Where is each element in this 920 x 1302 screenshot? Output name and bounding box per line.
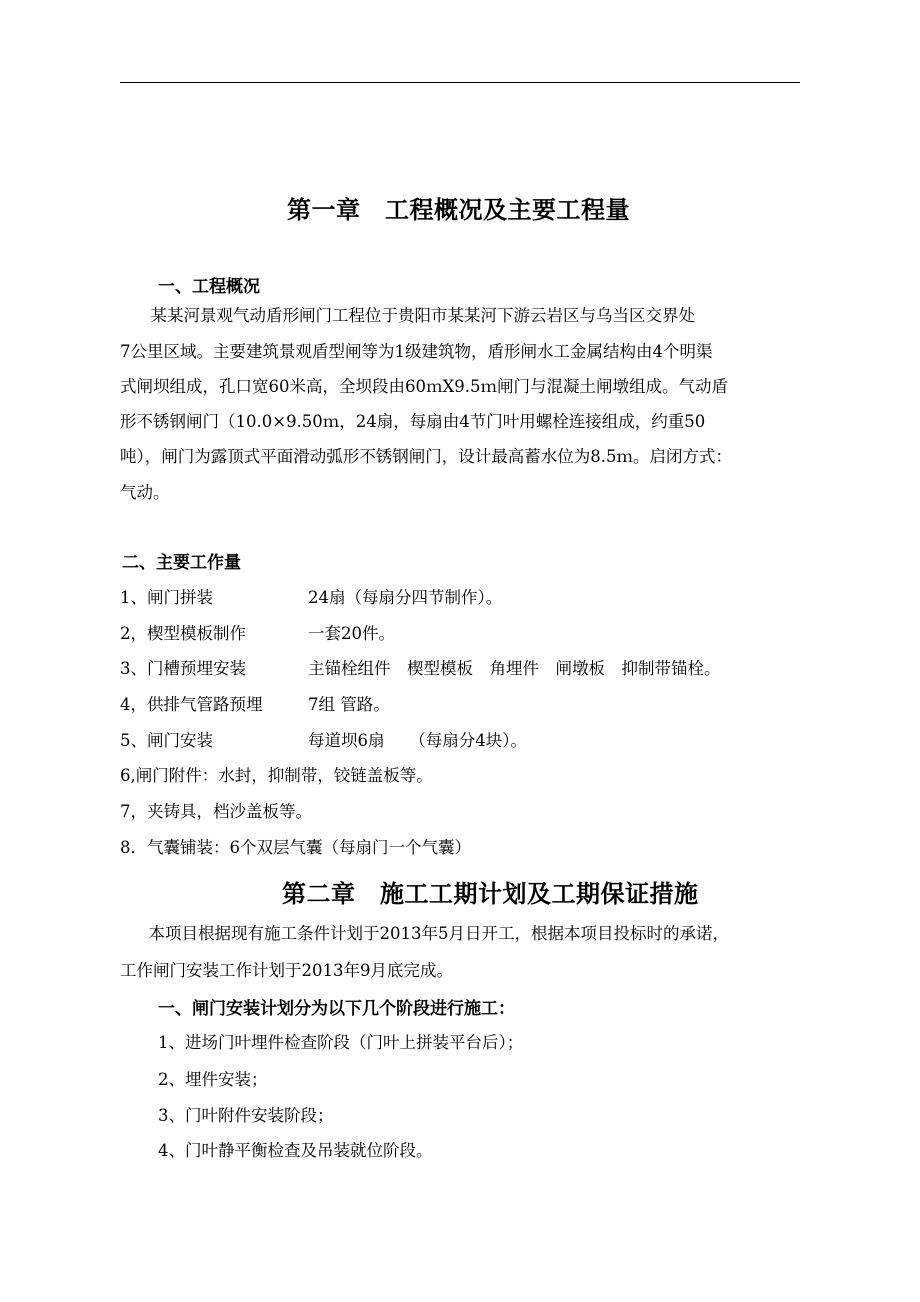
workload-item-number: 2， [120,624,147,643]
header-rule [120,82,800,83]
schedule-paragraph-line-1: 本项目根据现有施工条件计划于2013年5月日开工，根据本项目投标时的承诺， [132,924,729,943]
workload-item [120,727,527,751]
section-install-plan-heading: 一、闸门安装计划分为以下几个阶段进行施工： [158,999,515,1019]
workload-item-number: 1、 [120,588,147,607]
workload-item-label: 闸门拼装 [147,588,213,607]
workload-item-number: 6, [120,766,136,785]
workload-item-number: 7， [120,802,147,821]
workload-item [120,834,471,858]
workload-item-number: 8． [120,838,147,857]
install-stage-item: 3、门叶附件安装阶段； [158,1106,334,1125]
workload-item [120,584,503,608]
install-stage-item: 4、门叶静平衡检查及吊装就位阶段。 [158,1141,433,1160]
workload-item-detail: 24扇（每扇分四节制作）。 [308,588,503,607]
overview-paragraph-line-4: 形不锈钢闸门（10.0×9.50ｍ，24扇，每扇由4节门叶用螺栓连接组成，约重50 [120,412,706,431]
workload-item-label: 闸门安装 [147,731,213,750]
install-stage-item: 1、进场门叶埋件检查阶段（门叶上拼装平台后）； [158,1033,524,1052]
workload-item [120,762,433,786]
workload-item [120,655,721,679]
workload-item-detail: 主锚栓组件 楔型模板 角埋件 闸墩板 抑制带锚栓。 [308,659,721,678]
workload-item-detail: 一套20件。 [308,624,395,643]
overview-paragraph-line-1: 某某河景观气动盾形闸门工程位于贵阳市某某河下游云岩区与乌当区交界处 [134,306,695,325]
workload-item-label: 夹铸具，档沙盖板等。 [147,802,312,821]
chapter-2-title: 第二章 施工工期计划及工期保证措施 [282,880,699,908]
workload-item-label: 闸门附件：水封，抑制带，铰链盖板等。 [135,766,433,785]
workload-item-label: 楔型模板制作 [147,624,246,643]
workload-item-number: 4， [120,695,147,714]
workload-item [120,691,390,715]
workload-item-detail: 每道坝6扇 （每扇分4块）。 [308,731,527,750]
workload-item-label: 供排气管路预埋 [147,695,263,714]
workload-item-label: 门槽预埋安装 [147,659,246,678]
install-stage-item: 2、埋件安装； [158,1070,268,1089]
schedule-paragraph-line-2: 工作闸门安装工作计划于2013年9月底完成。 [120,961,453,980]
overview-paragraph-line-2: 7公里区域。主要建筑景观盾型闸等为1级建筑物，盾形闸水工金属结构由4个明渠 [120,342,713,361]
section-overview-heading: 一、工程概况 [158,277,260,297]
workload-item [120,620,395,644]
workload-item-label: 气囊铺装：6个双层气囊（每扇门一个气囊） [147,838,471,857]
chapter-1-title: 第一章 工程概况及主要工程量 [287,196,630,224]
workload-item-detail: 7组 管路。 [308,695,390,714]
workload-item [120,798,312,822]
overview-paragraph-line-5: 吨），闸门为露顶式平面滑动弧形不锈钢闸门，设计最高蓄水位为8.5ｍ。启闭方式： [120,447,732,466]
section-workload-heading: 二、主要工作量 [122,553,241,573]
workload-item-number: 3、 [120,659,147,678]
overview-paragraph-line-3: 式闸坝组成，孔口宽60米高，全坝段由60ｍX9.5ｍ闸门与混凝土闸墩组成。气动盾 [120,377,728,396]
overview-paragraph-line-6: 气动。 [120,483,170,502]
workload-item-number: 5、 [120,731,147,750]
